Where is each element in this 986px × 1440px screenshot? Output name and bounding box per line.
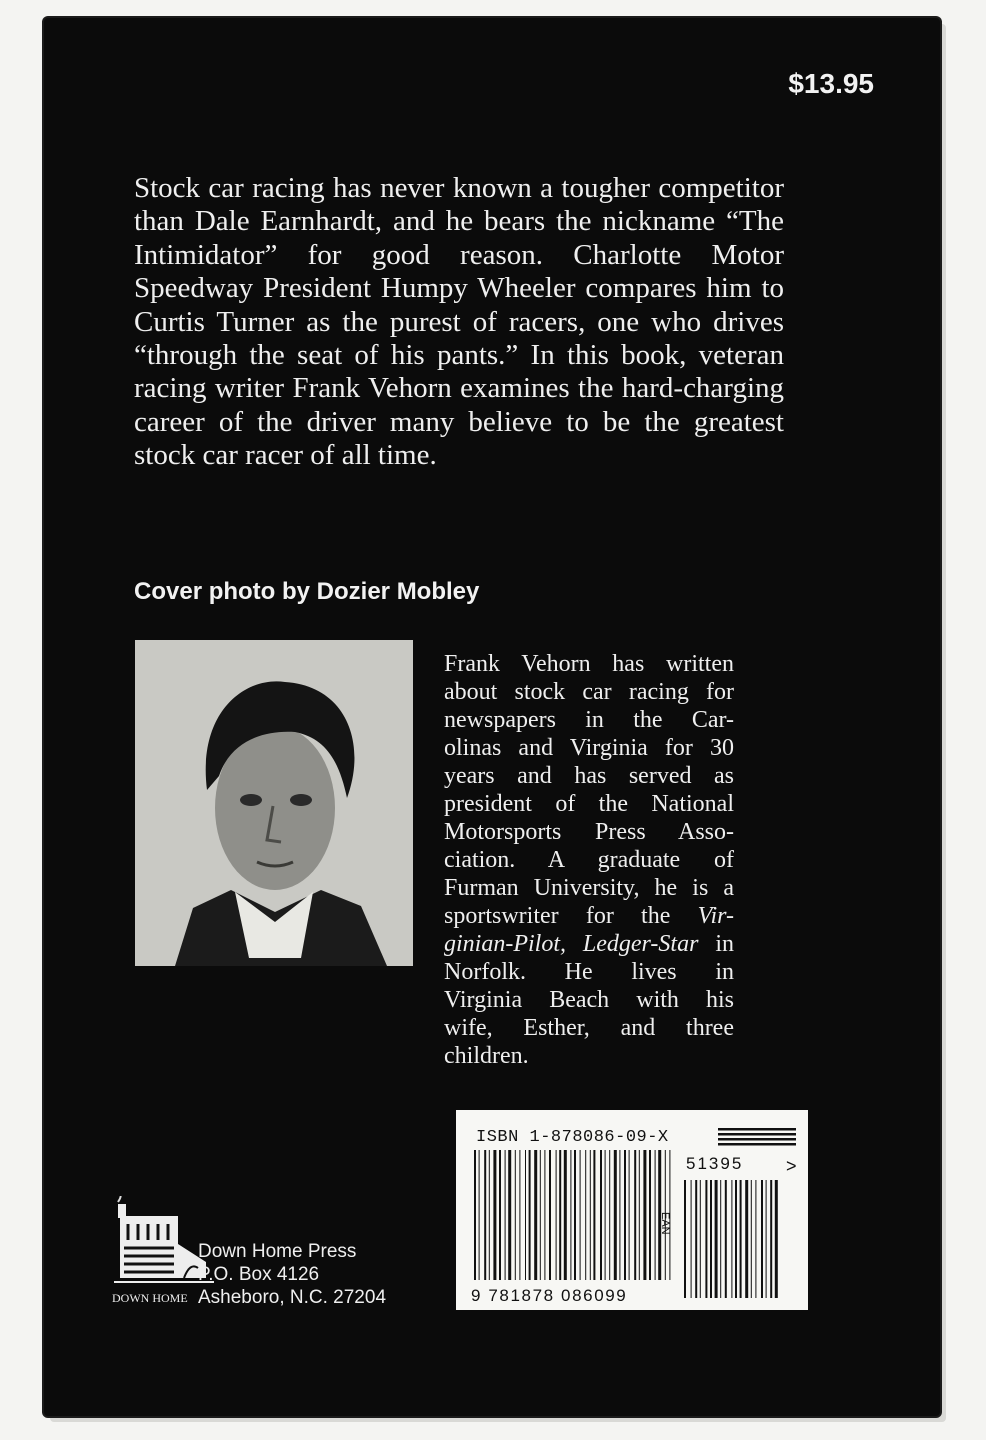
addon-bar — [770, 1180, 772, 1298]
barcode-bar — [525, 1150, 526, 1280]
bio-line: Motorsports Press Asso- — [444, 819, 734, 845]
book-blurb: Stock car racing has never known a tougher competitor than Dale Earnhardt, and he bears the nickname “The Intimidator” for good reason. Charlotte Motor Speedway President Humpy Wheeler compares him to Curtis Turner as the purest of racers, one who drives “through the seat of his pants.” In this book, veteran racing writer Frank Vehorn examines the hard-charging career of the driver many believe to be the greatest stock car racer of all time. — [134, 172, 784, 472]
addon-bar — [766, 1180, 767, 1298]
barcode-bar — [580, 1150, 581, 1280]
bio-line-text: sportswriter for the — [444, 903, 671, 929]
barcode-bar — [634, 1150, 636, 1280]
barcode-bar — [585, 1150, 586, 1280]
barcode-image — [456, 1110, 808, 1310]
addon-bar — [725, 1180, 727, 1298]
bio-line: Frank Vehorn has written — [444, 651, 734, 677]
ean-label: EAN — [659, 1212, 671, 1235]
barcode-bar — [643, 1150, 646, 1280]
barcode-bar — [619, 1150, 620, 1280]
logo-wordmark: DOWN HOME — [112, 1291, 188, 1305]
isbn-label: ISBN 1-878086-09-X — [476, 1128, 669, 1147]
addon-bar — [705, 1180, 707, 1298]
barcode-bar — [614, 1150, 617, 1280]
addon-bar — [700, 1180, 701, 1298]
addon-bar — [684, 1180, 686, 1298]
barcode-bar — [489, 1150, 490, 1280]
barcode-bar — [629, 1150, 630, 1280]
addon-bar — [761, 1180, 763, 1298]
barcode-bar — [655, 1150, 656, 1280]
addon-bar — [691, 1180, 692, 1298]
bio-line: Norfolk. He lives in — [444, 959, 734, 985]
barcode-bar — [515, 1150, 516, 1280]
addon-bar — [710, 1180, 712, 1298]
barcode-bar — [519, 1150, 520, 1280]
barcode-bar — [600, 1150, 602, 1280]
addon-bar — [735, 1180, 737, 1298]
isbn-rule — [718, 1138, 796, 1141]
barcode-panel — [456, 1110, 808, 1310]
publication-italic: ginian-Pilot, Ledger-Star — [444, 931, 699, 957]
barcode-bar — [534, 1150, 537, 1280]
bio-line-with-italic — [444, 902, 734, 930]
barcode-bar — [474, 1150, 476, 1280]
bio-line: children. — [444, 1043, 529, 1069]
addon-arrow: > — [786, 1156, 797, 1176]
barcode-bar — [544, 1150, 545, 1280]
publisher-box: P.O. Box 4126 — [198, 1264, 320, 1285]
barcode-bar — [484, 1150, 486, 1280]
bio-line: Virginia Beach with his — [444, 987, 734, 1013]
barcode-bar — [570, 1150, 571, 1280]
bio-line: president of the National — [444, 791, 734, 817]
barcode-bar — [549, 1150, 551, 1280]
ean-digits: 9 781878 086099 — [471, 1286, 628, 1305]
isbn-rule — [718, 1143, 796, 1146]
bio-line: Furman University, he is a — [444, 875, 734, 901]
isbn-rule — [718, 1133, 796, 1136]
addon-bar — [755, 1180, 756, 1298]
bio-line: about stock car racing for — [444, 679, 734, 705]
addon-bar — [731, 1180, 732, 1298]
addon-digits: 51395 — [686, 1154, 744, 1173]
barcode-bar — [609, 1150, 610, 1280]
barcode-bar — [540, 1150, 541, 1280]
barcode-bar — [493, 1150, 496, 1280]
addon-bar — [745, 1180, 748, 1298]
publisher-city: Asheboro, N.C. 27204 — [198, 1287, 387, 1308]
cover-photo-credit: Cover photo by Dozier Mobley — [134, 578, 480, 605]
publication-italic: Vir- — [697, 903, 735, 929]
price-label: $13.95 — [788, 68, 874, 99]
author-bio — [444, 650, 734, 1070]
bio-line: newspapers in the Car- — [444, 707, 734, 733]
barcode-bar — [505, 1150, 506, 1280]
barcode-bar — [624, 1150, 626, 1280]
addon-bar — [695, 1180, 697, 1298]
bio-line: ciation. A graduate of — [444, 847, 734, 873]
barcode-bar — [556, 1150, 557, 1280]
publisher-address — [198, 1240, 386, 1309]
bio-line-text: in — [698, 931, 734, 957]
author-photo — [135, 640, 413, 966]
barcode-bar — [593, 1150, 595, 1280]
addon-bar — [775, 1180, 778, 1298]
barcode-bar — [564, 1150, 567, 1280]
barcode-bar — [574, 1150, 576, 1280]
barcode-bar — [649, 1150, 651, 1280]
bio-line: olinas and Virginia for 30 — [444, 735, 734, 761]
barcode-bar — [639, 1150, 640, 1280]
addon-bar — [715, 1180, 718, 1298]
barcode-bar — [605, 1150, 606, 1280]
bio-line: wife, Esther, and three — [444, 1015, 734, 1041]
publisher-name: Down Home Press — [198, 1241, 357, 1262]
barcode-bar — [559, 1150, 561, 1280]
barcode-bar — [590, 1150, 591, 1280]
isbn-rule — [718, 1128, 796, 1131]
addon-bar — [751, 1180, 752, 1298]
bio-line-with-italic — [444, 930, 734, 958]
barcode-bar — [529, 1150, 531, 1280]
addon-bar — [720, 1180, 721, 1298]
addon-bar — [740, 1180, 742, 1298]
barcode-bar — [479, 1150, 480, 1280]
bio-line: years and has served as — [444, 763, 734, 789]
barcode-bar — [499, 1150, 501, 1280]
barcode-bar — [508, 1150, 511, 1280]
